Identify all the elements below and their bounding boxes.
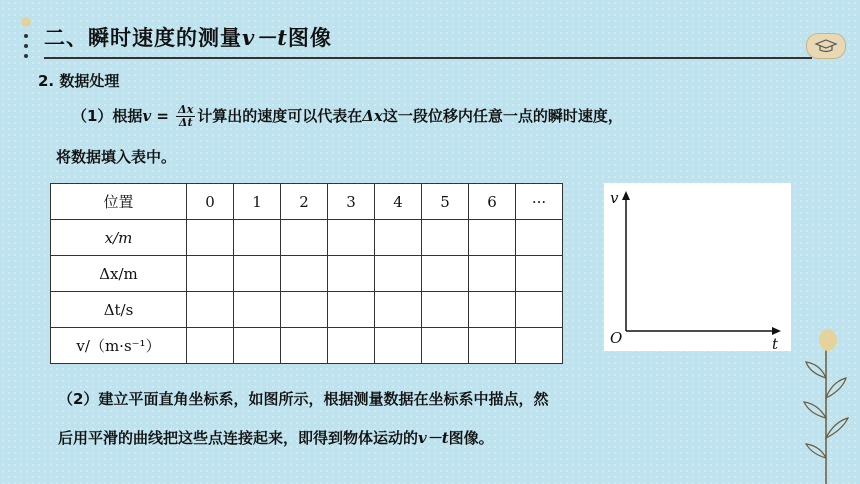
title-bar — [0, 10, 860, 60]
table-cell — [469, 256, 516, 292]
table-cell — [375, 256, 422, 292]
table-cell — [516, 256, 563, 292]
p1-after: 这一段位移内任意一点的瞬时速度， — [382, 107, 623, 125]
paragraph-2-line-1: （2）建立平面直角坐标系，如图所示，根据测量数据在坐标系中描点，然 — [58, 390, 549, 408]
velocity-fraction — [176, 104, 195, 129]
table-header-label: 位置 — [51, 184, 187, 220]
table-cell — [469, 328, 516, 364]
x-axis-label: t — [772, 335, 779, 351]
table-cell — [375, 328, 422, 364]
decorative-dots-icon — [16, 14, 36, 70]
origin-label: O — [610, 329, 623, 347]
table-cell — [422, 328, 469, 364]
table-cell — [187, 220, 234, 256]
table-cell — [516, 328, 563, 364]
table-cell — [187, 292, 234, 328]
p2-before: 后用平滑的曲线把这些点连接起来，即得到物体运动的 — [58, 429, 419, 447]
p1-eq: = — [151, 107, 175, 125]
p2-math: v－t — [418, 429, 449, 447]
title-suffix: 图像 — [287, 26, 332, 50]
table-cell — [375, 292, 422, 328]
p1-dx: Δx — [362, 107, 383, 125]
table-column-header: 6 — [469, 184, 516, 220]
table-column-header: 4 — [375, 184, 422, 220]
table-cell — [422, 256, 469, 292]
p1-v: v — [142, 107, 152, 125]
title-math: v－t — [242, 25, 288, 50]
paragraph-1-line-2: 将数据填入表中。 — [56, 148, 177, 166]
title-prefix: 二、瞬时速度的测量 — [44, 26, 242, 50]
table-cell — [422, 292, 469, 328]
table-column-header: ··· — [516, 184, 563, 220]
table-cell — [234, 328, 281, 364]
table-cell — [469, 220, 516, 256]
page-title — [44, 22, 332, 52]
table-cell — [234, 220, 281, 256]
table-row — [51, 220, 563, 256]
table-cell — [375, 220, 422, 256]
fraction-denominator: Δt — [178, 116, 193, 129]
p1-before: （1）根据 — [72, 107, 143, 125]
paragraph-2-line-2 — [58, 427, 494, 448]
table-cell — [281, 220, 328, 256]
table-row — [51, 328, 563, 364]
table-cell — [187, 328, 234, 364]
table-column-header: 2 — [281, 184, 328, 220]
table-cell — [234, 256, 281, 292]
y-axis-label: v — [610, 189, 619, 207]
table-header-row — [51, 184, 563, 220]
graduation-cap-icon — [806, 33, 846, 59]
table-column-header: 1 — [234, 184, 281, 220]
table-cell — [281, 292, 328, 328]
x-axis-arrow — [772, 327, 781, 335]
table-cell — [281, 328, 328, 364]
table-column-header: 5 — [422, 184, 469, 220]
table-cell — [234, 292, 281, 328]
table-row-label: Δx/m — [51, 256, 187, 292]
p1-middle: 计算出的速度可以代表在 — [197, 107, 363, 125]
table-row — [51, 292, 563, 328]
table-row-label: x/m — [51, 220, 187, 256]
table-cell — [516, 220, 563, 256]
table-row — [51, 256, 563, 292]
y-axis-arrow — [622, 191, 630, 200]
table-cell — [328, 292, 375, 328]
data-table — [50, 183, 563, 364]
section-heading: 2. 数据处理 — [38, 72, 120, 90]
table-column-header: 0 — [187, 184, 234, 220]
fraction-numerator: Δx — [178, 103, 194, 116]
table-cell — [281, 256, 328, 292]
table-cell — [516, 292, 563, 328]
table-column-header: 3 — [328, 184, 375, 220]
table-row-label: Δt/s — [51, 292, 187, 328]
decorative-plant-icon — [790, 318, 860, 484]
paragraph-1-line-1 — [72, 104, 623, 129]
table-cell — [328, 220, 375, 256]
vt-axes-graph — [604, 183, 791, 351]
table-cell — [328, 256, 375, 292]
title-underline — [44, 57, 812, 59]
table-cell — [187, 256, 234, 292]
table-cell — [422, 220, 469, 256]
table-cell — [469, 292, 516, 328]
table-cell — [328, 328, 375, 364]
p2-after: 图像。 — [448, 429, 494, 447]
table-row-label: v/（m·s⁻¹） — [51, 328, 187, 364]
